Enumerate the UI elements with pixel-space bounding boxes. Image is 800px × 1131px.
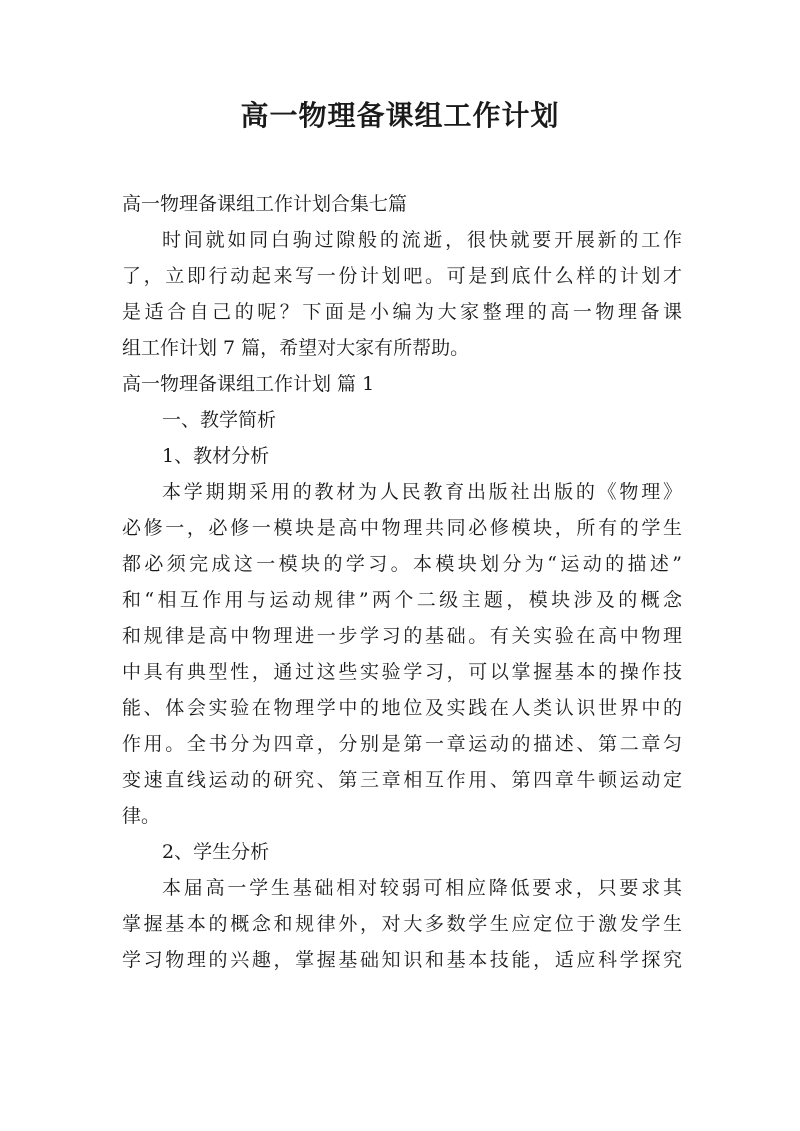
textbook-paragraph-line: 本学期期采用的教材为人民教育出版社出版的《物理》: [162, 481, 682, 503]
textbook-paragraph-line: 和规律是高中物理进一步学习的基础。有关实验在高中物理: [122, 625, 682, 647]
textbook-paragraph-line: 能、体会实验在物理学中的地位及实践在人类认识世界中的: [122, 697, 682, 719]
textbook-paragraph-line: 和“相互作用与运动规律”两个二级主题，模块涉及的概念: [122, 589, 682, 611]
article-heading: 高一物理备课组工作计划 篇 1: [122, 373, 375, 395]
intro-paragraph-line: 组工作计划 7 篇，希望对大家有所帮助。: [122, 337, 470, 359]
document-body: [122, 186, 682, 978]
subsection-heading: 2、学生分析: [162, 841, 270, 863]
textbook-paragraph-line: 变速直线运动的研究、第三章相互作用、第四章牛顿运动定: [122, 769, 682, 791]
document-title: 高一物理备课组工作计划: [240, 99, 560, 132]
textbook-paragraph-line: 都必须完成这一模块的学习。本模块划分为“运动的描述”: [122, 553, 682, 575]
textbook-paragraph-line: 必修一，必修一模块是高中物理共同必修模块，所有的学生: [122, 517, 682, 539]
textbook-paragraph-line: 中具有典型性，通过这些实验学习，可以掌握基本的操作技: [122, 661, 682, 683]
section-heading: 一、教学简析: [162, 409, 277, 431]
collection-heading: 高一物理备课组工作计划合集七篇: [122, 193, 408, 215]
students-paragraph-line: 学习物理的兴趣，掌握基础知识和基本技能，适应科学探究: [122, 949, 682, 971]
textbook-paragraph-line: 律。: [122, 805, 161, 827]
intro-paragraph-line: 时间就如同白驹过隙般的流逝，很快就要开展新的工作: [162, 229, 682, 251]
intro-paragraph-line: 了，立即行动起来写一份计划吧。可是到底什么样的计划才: [122, 265, 682, 287]
students-paragraph-line: 本届高一学生基础相对较弱可相应降低要求，只要求其: [162, 877, 682, 899]
intro-paragraph-line: 是适合自己的呢？下面是小编为大家整理的高一物理备课: [122, 301, 682, 323]
students-paragraph-line: 掌握基本的概念和规律外，对大多数学生应定位于激发学生: [122, 913, 682, 935]
textbook-paragraph-line: 作用。全书分为四章，分别是第一章运动的描述、第二章匀: [122, 733, 682, 755]
subsection-heading: 1、教材分析: [162, 445, 270, 467]
